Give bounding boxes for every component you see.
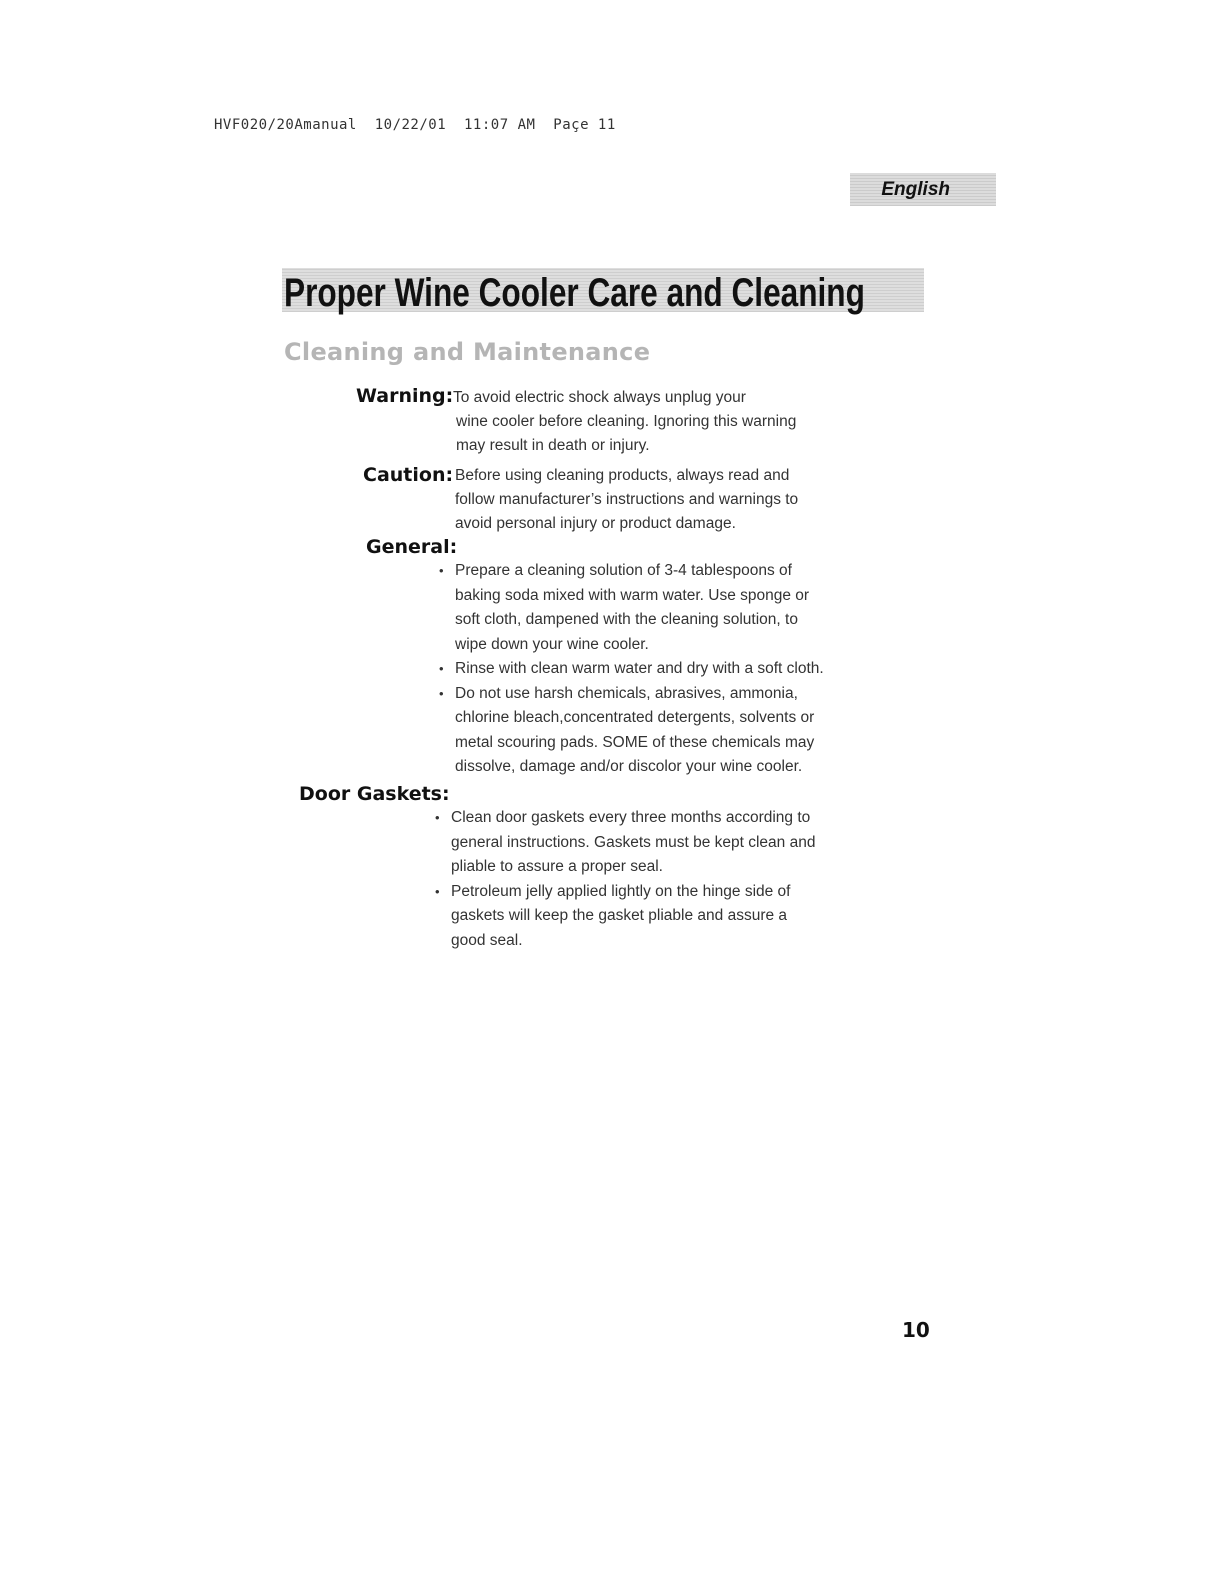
bullet-line: general instructions. Gaskets must be kept clean and <box>451 833 816 851</box>
bullet-line: Prepare a cleaning solution of 3-4 tablespoons of <box>455 562 792 579</box>
warning-label: Warning: <box>356 385 454 407</box>
bullet-line: pliable to assure a proper seal. <box>451 858 663 875</box>
caution-line: follow manufacturer’s instructions and warnings to <box>455 491 799 508</box>
warning-line: may result in death or injury. <box>456 437 650 454</box>
door-gaskets-label: Door Gaskets: <box>299 783 450 805</box>
list-item <box>435 880 815 954</box>
bullet-line: Petroleum jelly applied lightly on the hinge side of <box>451 882 791 900</box>
print-slug: HVF020/20Amanual 10/22/01 11:07 AM Paçe 11 <box>214 117 616 133</box>
bullet-icon: • <box>439 563 444 578</box>
bullet-line: Clean door gaskets every three months according to <box>451 809 811 826</box>
warning-line: To avoid electric shock always unplug your <box>453 389 746 406</box>
bullet-line: good seal. <box>451 931 523 949</box>
list-item <box>439 559 824 657</box>
page-title: Proper Wine Cooler Care and Cleaning <box>284 271 865 315</box>
page-number: 10 <box>902 1318 930 1342</box>
bullet-line: Rinse with clean warm water and dry with a soft cloth. <box>455 660 824 677</box>
bullet-icon: • <box>435 883 440 899</box>
bullet-line: Do not use harsh chemicals, abrasives, ammonia, <box>455 684 798 702</box>
bullet-icon: • <box>439 661 444 676</box>
bullet-line: wipe down your wine cooler. <box>455 635 649 653</box>
section-title: Cleaning and Maintenance <box>284 338 651 366</box>
bullet-line: dissolve, damage and/or discolor your wine cooler. <box>455 758 803 775</box>
general-bullet-list <box>439 559 824 780</box>
caution-line: Before using cleaning products, always read and <box>455 467 790 484</box>
caution-text <box>455 464 798 536</box>
caution-line: avoid personal injury or product damage. <box>455 515 736 532</box>
warning-line: wine cooler before cleaning. Ignoring this warning <box>456 413 797 430</box>
bullet-icon: • <box>439 685 444 701</box>
bullet-line: metal scouring pads. SOME of these chemicals may <box>455 733 815 751</box>
bullet-line: gaskets will keep the gasket pliable and assure a <box>451 907 788 924</box>
language-tab-label: English <box>881 179 950 200</box>
bullet-icon: • <box>435 810 440 825</box>
bullet-line: baking soda mixed with warm water. Use sponge or <box>455 586 810 604</box>
list-item <box>435 806 815 880</box>
language-tab <box>850 173 996 206</box>
general-label: General: <box>366 536 458 558</box>
caution-label: Caution: <box>363 464 454 486</box>
warning-text <box>453 386 797 458</box>
list-item <box>439 657 824 682</box>
list-item <box>439 682 824 780</box>
bullet-line: soft cloth, dampened with the cleaning solution, to <box>455 611 798 628</box>
bullet-line: chlorine bleach,concentrated detergents, solvents or <box>455 709 815 726</box>
door-gaskets-bullet-list <box>435 806 815 953</box>
